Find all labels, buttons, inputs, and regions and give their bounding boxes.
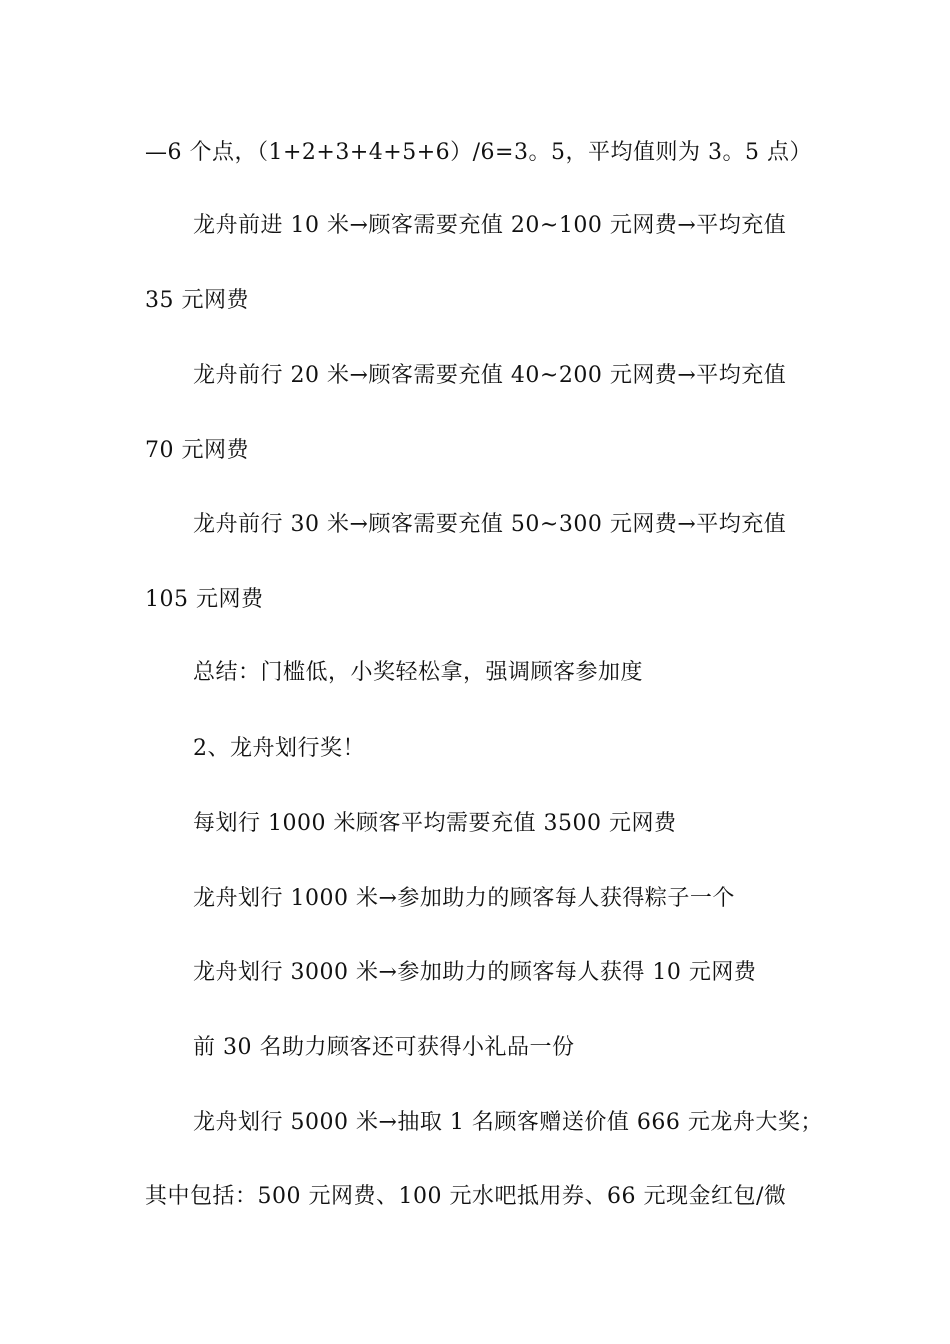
text-line-8: 总结：门槛低，小奖轻松拿，强调顾客参加度 <box>193 660 644 685</box>
text-line-4: 龙舟前行 20 米→顾客需要充值 40~200 元网费→平均充值 <box>193 363 787 388</box>
text-line-12: 龙舟划行 3000 米→参加助力的顾客每人获得 10 元网费 <box>193 960 757 985</box>
text-line-7: 105 元网费 <box>145 587 264 612</box>
text-line-2: 龙舟前进 10 米→顾客需要充值 20~100 元网费→平均充值 <box>193 213 787 238</box>
text-line-1: —6 个点，（1+2+3+4+5+6）/6=3。5，平均值则为 3。5 点） <box>145 140 812 165</box>
text-line-10: 每划行 1000 米顾客平均需要充值 3500 元网费 <box>193 811 677 836</box>
text-line-13: 前 30 名助力顾客还可获得小礼品一份 <box>193 1035 575 1060</box>
section-heading: 2、龙舟划行奖！ <box>193 736 365 761</box>
text-line-11: 龙舟划行 1000 米→参加助力的顾客每人获得粽子一个 <box>193 886 735 911</box>
text-line-3: 35 元网费 <box>145 288 249 313</box>
text-line-6: 龙舟前行 30 米→顾客需要充值 50~300 元网费→平均充值 <box>193 512 787 537</box>
text-line-5: 70 元网费 <box>145 438 249 463</box>
text-line-14: 龙舟划行 5000 米→抽取 1 名顾客赠送价值 666 元龙舟大奖； <box>193 1110 823 1135</box>
text-line-15: 其中包括：500 元网费、100 元水吧抵用券、66 元现金红包/微 <box>145 1184 787 1209</box>
